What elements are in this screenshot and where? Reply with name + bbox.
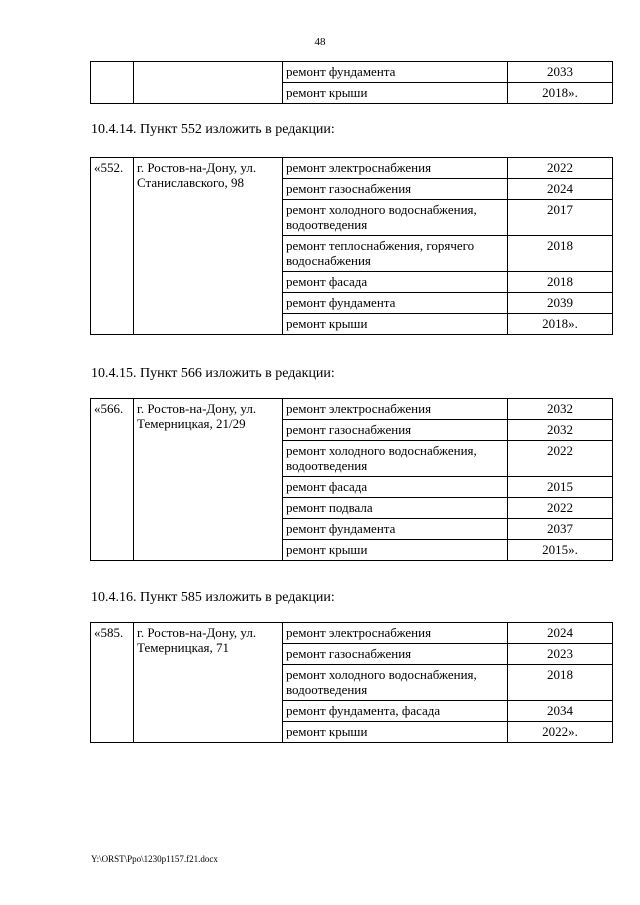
item-table-566 xyxy=(90,398,613,561)
work-cell: ремонт теплоснабжения, горячего водоснабжения xyxy=(283,236,508,272)
work-cell: ремонт фасада xyxy=(283,272,508,293)
work-cell: ремонт газоснабжения xyxy=(283,179,508,200)
work-cell: ремонт крыши xyxy=(283,83,508,104)
year-cell: 2022 xyxy=(508,158,613,179)
work-cell: ремонт подвала xyxy=(283,498,508,519)
work-cell: ремонт фундамента xyxy=(283,62,508,83)
year-cell: 2018». xyxy=(508,83,613,104)
year-cell: 2015 xyxy=(508,477,613,498)
number-cell xyxy=(91,62,134,104)
section-heading: 10.4.16. Пункт 585 изложить в редакции: xyxy=(91,590,335,605)
year-cell: 2015». xyxy=(508,540,613,561)
section-heading: 10.4.15. Пункт 566 изложить в редакции: xyxy=(91,366,335,381)
year-cell: 2018 xyxy=(508,665,613,701)
work-cell: ремонт крыши xyxy=(283,722,508,743)
table-row xyxy=(91,158,613,179)
work-cell: ремонт газоснабжения xyxy=(283,644,508,665)
work-cell: ремонт холодного водоснабжения, водоотведения xyxy=(283,665,508,701)
section-heading: 10.4.14. Пункт 552 изложить в редакции: xyxy=(91,122,335,137)
table-row xyxy=(91,623,613,644)
item-table-552 xyxy=(90,157,613,335)
number-cell: «552. xyxy=(91,158,134,335)
work-cell: ремонт холодного водоснабжения, водоотведения xyxy=(283,441,508,477)
address-cell: г. Ростов-на-Дону, ул. Темерницкая, 21/29 xyxy=(134,399,283,561)
year-cell: 2024 xyxy=(508,179,613,200)
address-cell: г. Ростов-на-Дону, ул. Темерницкая, 71 xyxy=(134,623,283,743)
work-cell: ремонт фундамента, фасада xyxy=(283,701,508,722)
work-cell: ремонт электроснабжения xyxy=(283,158,508,179)
year-cell: 2034 xyxy=(508,701,613,722)
work-cell: ремонт фасада xyxy=(283,477,508,498)
year-cell: 2037 xyxy=(508,519,613,540)
continuation-table xyxy=(90,61,613,104)
year-cell: 2032 xyxy=(508,399,613,420)
year-cell: 2039 xyxy=(508,293,613,314)
year-cell: 2033 xyxy=(508,62,613,83)
work-cell: ремонт фундамента xyxy=(283,519,508,540)
year-cell: 2032 xyxy=(508,420,613,441)
work-cell: ремонт электроснабжения xyxy=(283,399,508,420)
year-cell: 2022». xyxy=(508,722,613,743)
work-cell: ремонт электроснабжения xyxy=(283,623,508,644)
work-cell: ремонт фундамента xyxy=(283,293,508,314)
file-path-footer: Y:\ORST\Ppo\1230p1157.f21.docx xyxy=(91,854,218,864)
item-table-585 xyxy=(90,622,613,743)
table-row xyxy=(91,399,613,420)
table-row xyxy=(91,62,613,83)
year-cell: 2024 xyxy=(508,623,613,644)
work-cell: ремонт крыши xyxy=(283,314,508,335)
year-cell: 2018 xyxy=(508,272,613,293)
address-cell xyxy=(134,62,283,104)
work-cell: ремонт газоснабжения xyxy=(283,420,508,441)
work-cell: ремонт крыши xyxy=(283,540,508,561)
year-cell: 2022 xyxy=(508,441,613,477)
page-number: 48 xyxy=(314,36,326,48)
year-cell: 2022 xyxy=(508,498,613,519)
address-cell: г. Ростов-на-Дону, ул. Станиславского, 98 xyxy=(134,158,283,335)
year-cell: 2018 xyxy=(508,236,613,272)
number-cell: «585. xyxy=(91,623,134,743)
year-cell: 2017 xyxy=(508,200,613,236)
year-cell: 2018». xyxy=(508,314,613,335)
number-cell: «566. xyxy=(91,399,134,561)
work-cell: ремонт холодного водоснабжения, водоотведения xyxy=(283,200,508,236)
year-cell: 2023 xyxy=(508,644,613,665)
